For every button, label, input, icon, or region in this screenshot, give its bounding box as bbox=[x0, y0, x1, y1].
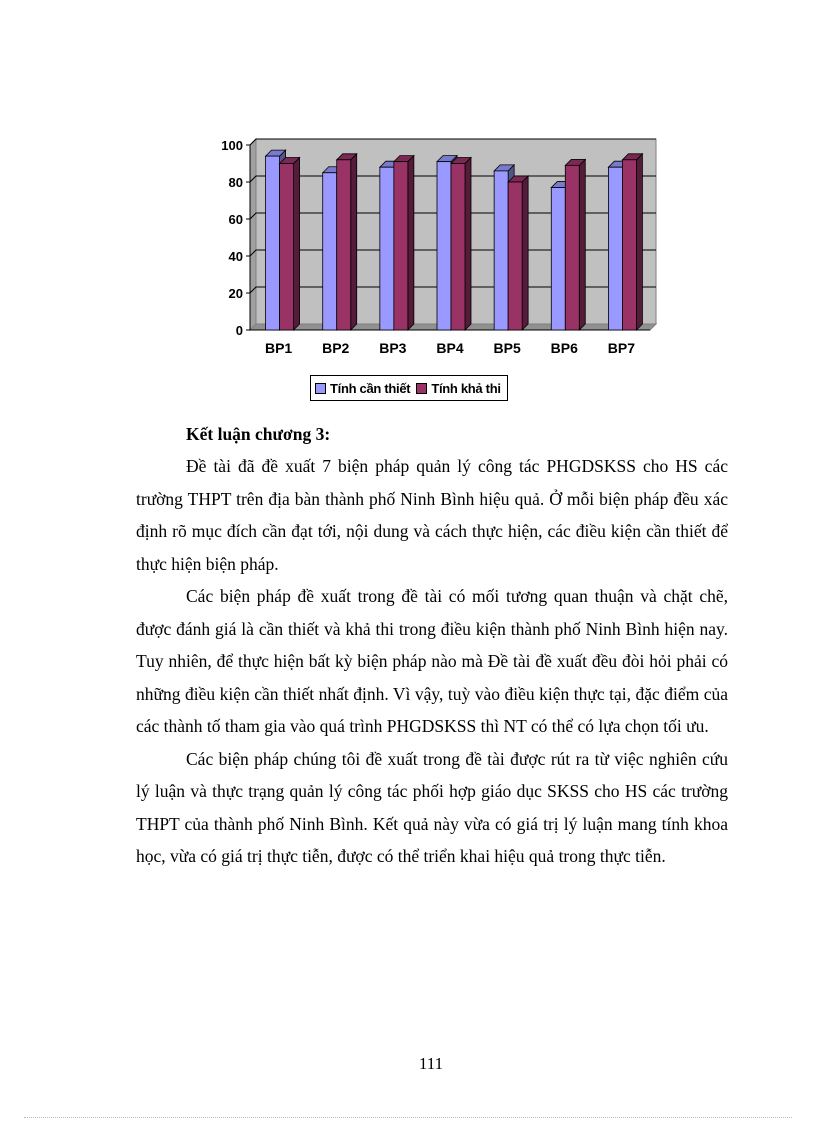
y-tick-label-1: 20 bbox=[228, 286, 243, 301]
x-tick-label-BP7: BP7 bbox=[607, 340, 636, 356]
bar-BP7-s0 bbox=[608, 167, 622, 330]
x-tick-label-BP4: BP4 bbox=[436, 340, 464, 356]
conclusion-section bbox=[136, 418, 728, 873]
bar-BP4-s1 bbox=[451, 164, 465, 331]
bar-BP5-s1 bbox=[508, 182, 522, 330]
bar-side-BP5-s1 bbox=[522, 176, 528, 330]
bar-BP5-s0 bbox=[494, 171, 508, 330]
bar-BP1-s1 bbox=[280, 164, 294, 331]
x-tick-label-BP5: BP5 bbox=[493, 340, 521, 356]
section-heading: Kết luận chương 3: bbox=[186, 424, 331, 444]
x-tick-label-BP6: BP6 bbox=[550, 340, 578, 356]
bar-BP7-s1 bbox=[622, 160, 636, 330]
legend-swatch-kha-thi bbox=[416, 383, 427, 394]
y-tick-label-5: 100 bbox=[221, 138, 243, 153]
legend-item-can-thiet bbox=[315, 381, 410, 396]
bar-BP4-s0 bbox=[437, 162, 451, 330]
bar-side-BP7-s1 bbox=[636, 154, 642, 330]
y-tick-label-2: 40 bbox=[228, 249, 243, 264]
y-tick-label-3: 60 bbox=[228, 212, 243, 227]
bar-side-BP1-s1 bbox=[294, 158, 300, 331]
paragraph-1: Đề tài đã đề xuất 7 biện pháp quản lý công tác PHGDSKSS cho HS các trường THPT trên địa bàn thành phố Ninh Bình hiệu quả. Ở mỗi biện pháp đều xác định rõ mục đích cần đạt tới, nội dung và cách thực hiện, các điều kiện cần thiết để thực hiện biện pháp. bbox=[136, 456, 728, 574]
y-tick-label-4: 80 bbox=[228, 175, 243, 190]
x-tick-label-BP1: BP1 bbox=[264, 340, 293, 356]
legend-item-kha-thi bbox=[416, 381, 500, 396]
plot-side-wall bbox=[250, 139, 256, 330]
x-tick-label-BP3: BP3 bbox=[379, 340, 407, 356]
bar-side-BP2-s1 bbox=[351, 154, 357, 330]
page-bottom-rule bbox=[24, 1117, 792, 1118]
bar-BP3-s0 bbox=[380, 167, 394, 330]
chart-svg bbox=[200, 128, 670, 368]
bar-BP3-s1 bbox=[394, 162, 408, 330]
bar-BP1-s0 bbox=[266, 156, 280, 330]
bar-BP2-s1 bbox=[337, 160, 351, 330]
bar-side-BP3-s1 bbox=[408, 156, 414, 330]
page-number: 111 bbox=[418, 1054, 444, 1073]
bar-side-BP6-s1 bbox=[579, 159, 585, 330]
bar-side-BP4-s1 bbox=[465, 158, 471, 331]
y-tick-label-0: 0 bbox=[235, 323, 243, 338]
bar-BP6-s0 bbox=[551, 188, 565, 330]
legend-label-kha-thi: Tính khả thi bbox=[431, 380, 501, 396]
paragraph-3: Các biện pháp chúng tôi đề xuất trong đề tài được rút ra từ việc nghiên cứu lý luận và thực trạng quản lý công tác phối hợp giáo dục SKSS cho HS các trường THPT của thành phố Ninh Bình. Kết quả này vừa có giá trị lý luận mang tính khoa học, vừa có giá trị thực tiễn, được có thể triển khai hiệu quả trong thực tiễn. bbox=[136, 748, 728, 866]
bar-chart bbox=[200, 128, 670, 408]
chart-legend bbox=[310, 375, 508, 401]
x-tick-label-BP2: BP2 bbox=[322, 340, 350, 356]
legend-label-can-thiet: Tính cần thiết bbox=[330, 380, 411, 396]
bar-BP2-s0 bbox=[323, 173, 337, 330]
paragraph-2: Các biện pháp đề xuất trong đề tài có mối tương quan thuận và chặt chẽ, được đánh giá là cần thiết và khả thi trong điều kiện thành phố Ninh Bình hiện nay. Tuy nhiên, để thực hiện bất kỳ biện pháp nào mà Đề tài đề xuất đều đòi hỏi phải có những điều kiện cần thiết nhất định. Vì vậy, tuỳ vào điều kiện thực tại, đặc điểm của các thành tố tham gia vào quá trình PHGDSKSS thì NT có thể có lựa chọn tối ưu. bbox=[136, 586, 728, 736]
legend-swatch-can-thiet bbox=[315, 383, 326, 394]
bar-BP6-s1 bbox=[565, 165, 579, 330]
